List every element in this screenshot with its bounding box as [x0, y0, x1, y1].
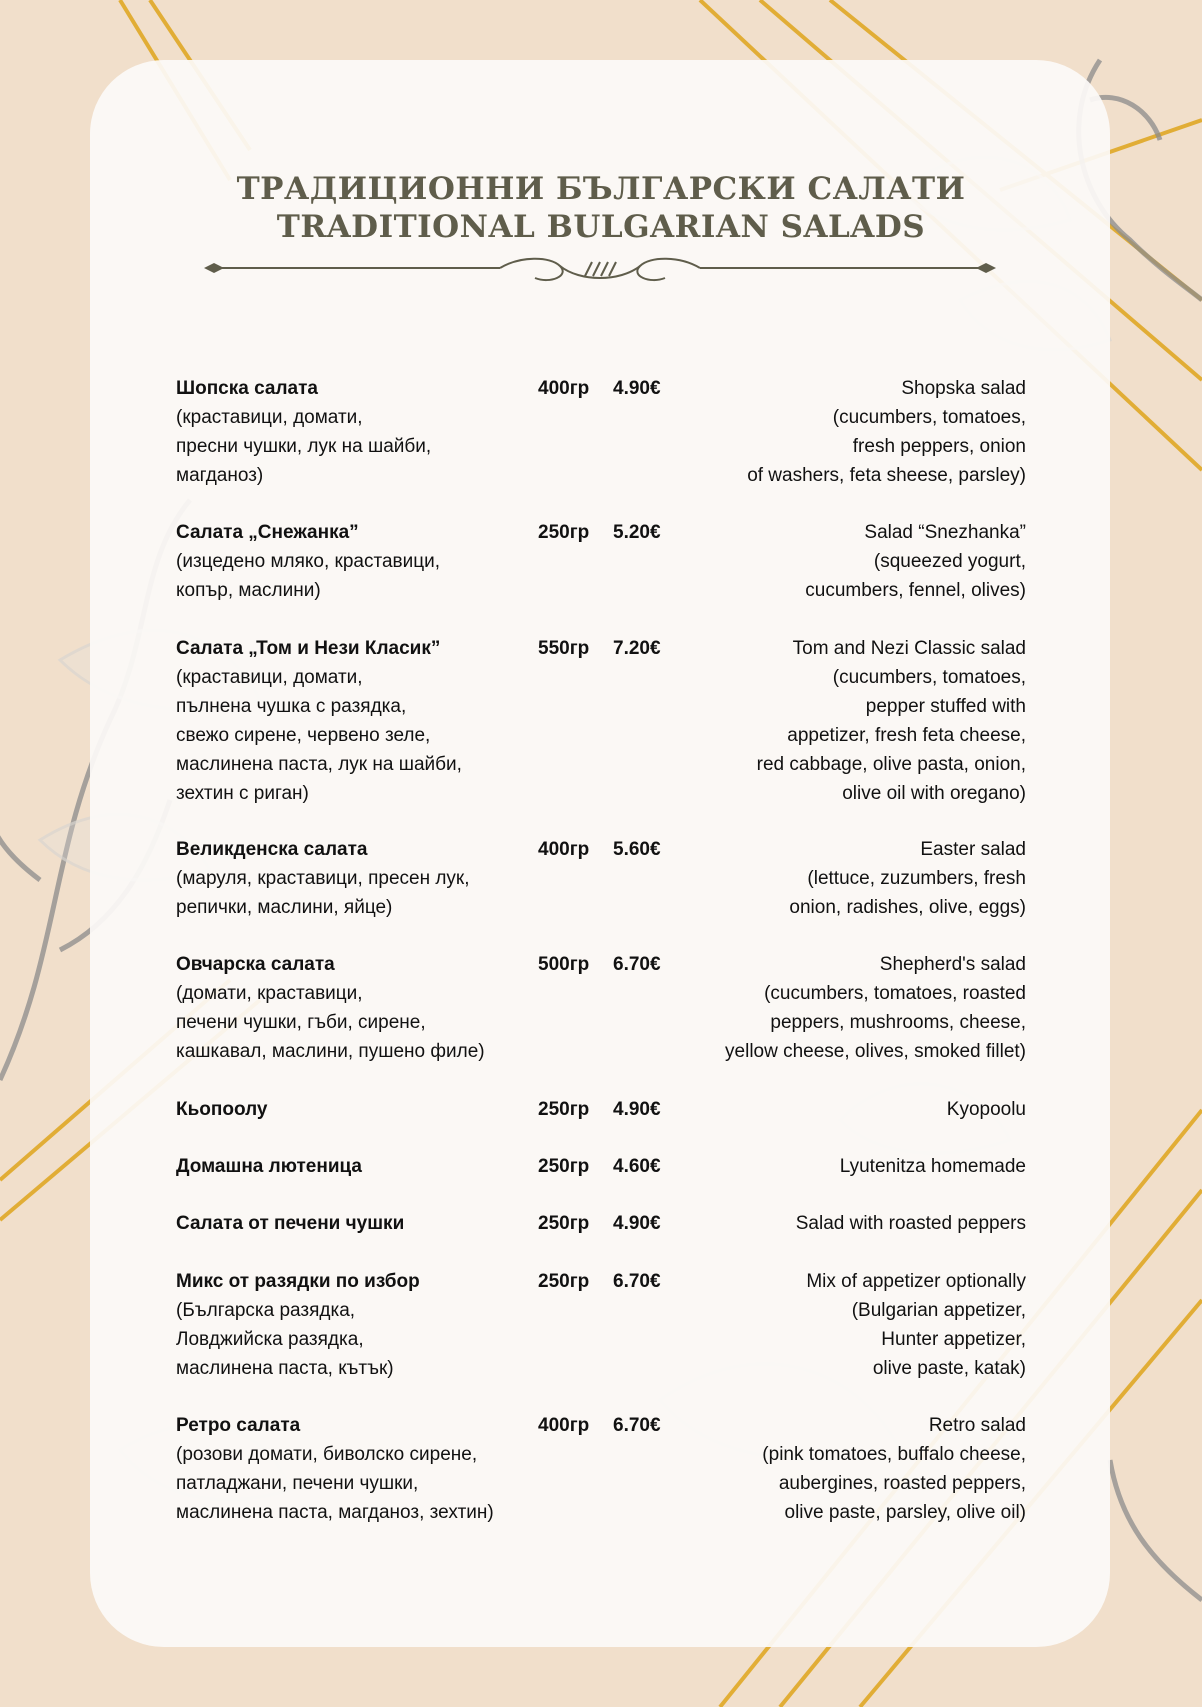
item-english — [762, 1411, 1026, 1527]
item-english — [757, 634, 1026, 808]
item-weight: 400гр — [538, 839, 590, 860]
item-bulgarian — [176, 634, 556, 808]
item-description-line: (краставици, домати, — [176, 407, 363, 428]
item-description-line: маслинена паста, лук на шайби, — [176, 754, 462, 775]
item-bulgarian — [176, 835, 556, 922]
item-name: Салата от печени чушки — [176, 1213, 405, 1234]
item-english — [805, 518, 1026, 605]
item-english-line: (cucumbers, tomatoes, — [832, 407, 1026, 428]
item-english — [840, 1152, 1026, 1181]
item-description-line: кашкавал, маслини, пушено филе) — [176, 1041, 485, 1062]
item-english-line: Hunter appetizer, — [881, 1329, 1026, 1350]
title-english: TRADITIONAL BULGARIAN SALADS — [276, 209, 926, 245]
item-description-line: Ловджийска разядка, — [176, 1329, 364, 1350]
item-english-line: Retro salad — [928, 1415, 1026, 1436]
item-weight: 550гр — [538, 638, 590, 659]
item-price: 6.70€ — [613, 1415, 661, 1436]
item-price: 4.90€ — [613, 1213, 661, 1234]
item-price: 5.60€ — [613, 839, 661, 860]
item-description-line: свежо сирене, червено зеле, — [176, 725, 431, 746]
item-description-line: (розови домати, биволско сирене, — [176, 1444, 478, 1465]
item-description-line: (маруля, краставици, пресен лук, — [176, 868, 470, 889]
item-name: Салата „Том и Нези Класик” — [176, 638, 441, 659]
item-description-line: зехтин с риган) — [176, 783, 309, 804]
item-price: 4.60€ — [613, 1156, 661, 1177]
item-weight: 250гр — [538, 1271, 590, 1292]
item-bulgarian — [176, 374, 556, 490]
item-english — [947, 1095, 1026, 1124]
item-description-line: (изцедено мляко, краставици, — [176, 551, 441, 572]
item-english-line: Tom and Nezi Classic salad — [792, 638, 1026, 659]
item-english-line: (squeezed yogurt, — [873, 551, 1026, 572]
item-english — [789, 835, 1026, 922]
item-description-line: (домати, краставици, — [176, 983, 363, 1004]
item-description-line: репички, маслини, яйце) — [176, 897, 393, 918]
item-price: 4.90€ — [613, 1099, 661, 1120]
item-price: 6.70€ — [613, 954, 661, 975]
item-description-line: (краставици, домати, — [176, 667, 363, 688]
item-english-line: Kyopoolu — [946, 1099, 1026, 1120]
item-english-line: peppers, mushrooms, cheese, — [770, 1012, 1026, 1033]
item-description-line: маслинена паста, кътък) — [176, 1358, 394, 1379]
item-english-line: Shopska salad — [901, 378, 1026, 399]
item-price: 6.70€ — [613, 1271, 661, 1292]
item-english-line: Shepherd's salad — [879, 954, 1026, 975]
item-bulgarian — [176, 1152, 556, 1181]
item-english-line: (cucumbers, tomatoes, roasted — [764, 983, 1026, 1004]
item-name: Овчарска салата — [176, 954, 335, 975]
item-english-line: cucumbers, fennel, olives) — [805, 580, 1026, 601]
item-description-line: пресни чушки, лук на шайби, — [176, 436, 432, 457]
item-description-line: (Българска разядка, — [176, 1300, 356, 1321]
item-name: Кьопоолу — [176, 1099, 268, 1120]
item-bulgarian — [176, 950, 556, 1066]
item-description-line: пълнена чушка с разядка, — [176, 696, 407, 717]
item-english-line: Easter salad — [920, 839, 1026, 860]
item-english-line: onion, radishes, olive, eggs) — [789, 897, 1026, 918]
item-weight: 400гр — [538, 378, 590, 399]
item-weight: 500гр — [538, 954, 590, 975]
item-english-line: (Bulgarian appetizer, — [851, 1300, 1026, 1321]
item-price: 4.90€ — [613, 378, 661, 399]
item-price: 7.20€ — [613, 638, 661, 659]
item-name: Ретро салата — [176, 1415, 301, 1436]
menu-header — [0, 170, 1202, 246]
item-description-line: копър, маслини) — [176, 580, 321, 601]
item-english-line: of washers, feta sheese, parsley) — [747, 465, 1026, 486]
item-weight: 400гр — [538, 1415, 590, 1436]
ornamental-divider — [200, 252, 1000, 292]
item-bulgarian — [176, 1095, 556, 1124]
item-weight: 250гр — [538, 1213, 590, 1234]
item-english — [725, 950, 1026, 1066]
item-english-line: aubergines, roasted peppers, — [778, 1473, 1026, 1494]
item-english-line: Lyutenitza homemade — [839, 1156, 1026, 1177]
item-english-line: (cucumbers, tomatoes, — [832, 667, 1026, 688]
item-english-line: fresh peppers, onion — [852, 436, 1026, 457]
item-name: Великденска салата — [176, 839, 368, 860]
item-english — [796, 1209, 1026, 1238]
item-description-line: патладжани, печени чушки, — [176, 1473, 419, 1494]
item-english — [747, 374, 1026, 490]
item-english-line: (lettuce, zuzumbers, fresh — [807, 868, 1026, 889]
item-price: 5.20€ — [613, 522, 661, 543]
title-bulgarian: ТРАДИЦИОННИ БЪЛГАРСКИ САЛАТИ — [236, 171, 966, 207]
item-english-line: (pink tomatoes, buffalo cheese, — [762, 1444, 1026, 1465]
item-english-line: Salad with roasted peppers — [795, 1213, 1026, 1234]
item-bulgarian — [176, 1411, 556, 1527]
item-name: Микс от разядки по избор — [176, 1271, 420, 1292]
item-english-line: pepper stuffed with — [865, 696, 1026, 717]
item-english — [806, 1267, 1026, 1383]
item-description-line: печени чушки, гъби, сирене, — [176, 1012, 426, 1033]
item-bulgarian — [176, 518, 556, 605]
item-english-line: Mix of appetizer optionally — [806, 1271, 1026, 1292]
item-name: Шопска салата — [176, 378, 318, 399]
item-english-line: yellow cheese, olives, smoked fillet) — [725, 1041, 1026, 1062]
item-weight: 250гр — [538, 1156, 590, 1177]
item-name: Домашна лютеница — [176, 1156, 362, 1177]
item-english-line: olive oil with oregano) — [842, 783, 1026, 804]
item-english-line: red cabbage, olive pasta, onion, — [756, 754, 1026, 775]
item-description-line: маслинена паста, магданоз, зехтин) — [176, 1502, 494, 1523]
item-english-line: appetizer, fresh feta cheese, — [787, 725, 1026, 746]
item-weight: 250гр — [538, 522, 590, 543]
item-english-line: olive paste, parsley, olive oil) — [784, 1502, 1026, 1523]
item-english-line: Salad “Snezhanka” — [864, 522, 1026, 543]
item-description-line: магданоз) — [176, 465, 264, 486]
item-bulgarian — [176, 1267, 556, 1383]
item-name: Салата „Снежанка” — [176, 522, 359, 543]
item-weight: 250гр — [538, 1099, 590, 1120]
item-bulgarian — [176, 1209, 556, 1238]
item-english-line: olive paste, katak) — [872, 1358, 1026, 1379]
